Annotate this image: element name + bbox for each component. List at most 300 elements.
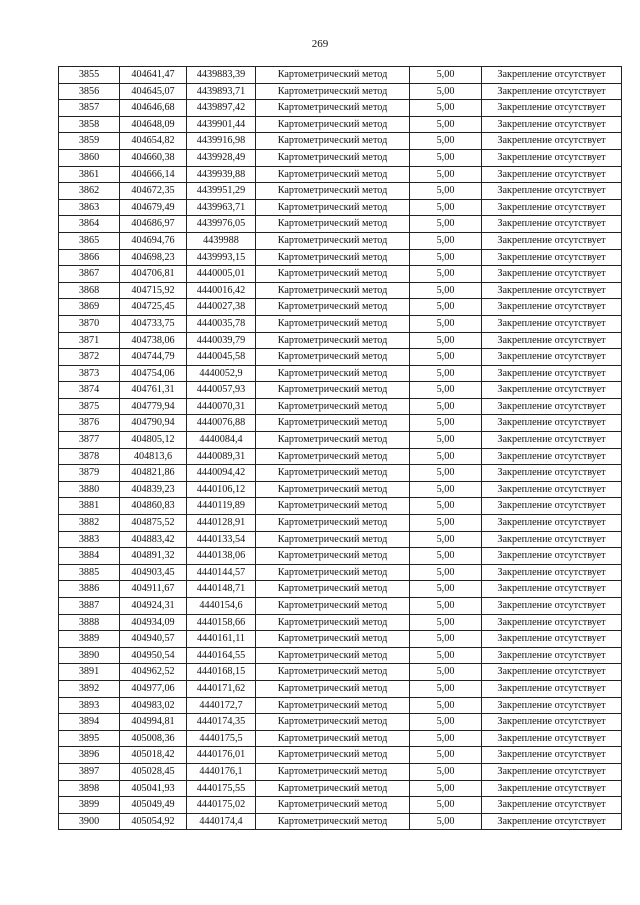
method-cell: Картометрический метод [256,481,410,498]
fixation-cell: Закрепление отсутствует [482,349,622,366]
method-cell: Картометрический метод [256,780,410,797]
table-row [59,631,622,648]
point-number-cell: 3881 [59,498,120,515]
method-cell: Картометрический метод [256,332,410,349]
x-coordinate-cell: 404924,31 [120,598,187,615]
method-cell: Картометрический метод [256,432,410,449]
fixation-cell: Закрепление отсутствует [482,598,622,615]
point-number-cell: 3864 [59,216,120,233]
x-coordinate-cell: 405018,42 [120,747,187,764]
error-cell: 5,00 [410,398,482,415]
table-row [59,432,622,449]
table-row [59,166,622,183]
method-cell: Картометрический метод [256,83,410,100]
fixation-cell: Закрепление отсутствует [482,382,622,399]
point-number-cell: 3876 [59,415,120,432]
point-number-cell: 3860 [59,149,120,166]
x-coordinate-cell: 405008,36 [120,730,187,747]
fixation-cell: Закрепление отсутствует [482,763,622,780]
error-cell: 5,00 [410,133,482,150]
error-cell: 5,00 [410,763,482,780]
fixation-cell: Закрепление отсутствует [482,100,622,117]
x-coordinate-cell: 404977,06 [120,680,187,697]
y-coordinate-cell: 4440052,9 [187,365,256,382]
error-cell: 5,00 [410,299,482,316]
point-number-cell: 3870 [59,315,120,332]
x-coordinate-cell: 404950,54 [120,647,187,664]
method-cell: Картометрический метод [256,564,410,581]
error-cell: 5,00 [410,548,482,565]
y-coordinate-cell: 4440148,71 [187,581,256,598]
method-cell: Картометрический метод [256,67,410,84]
y-coordinate-cell: 4440164,55 [187,647,256,664]
x-coordinate-cell: 404715,92 [120,282,187,299]
y-coordinate-cell: 4440174,4 [187,813,256,830]
error-cell: 5,00 [410,382,482,399]
table-row [59,515,622,532]
y-coordinate-cell: 4439951,29 [187,183,256,200]
x-coordinate-cell: 404805,12 [120,432,187,449]
error-cell: 5,00 [410,465,482,482]
point-number-cell: 3862 [59,183,120,200]
x-coordinate-cell: 404744,79 [120,349,187,366]
x-coordinate-cell: 404641,47 [120,67,187,84]
point-number-cell: 3859 [59,133,120,150]
point-number-cell: 3872 [59,349,120,366]
y-coordinate-cell: 4439976,05 [187,216,256,233]
x-coordinate-cell: 404994,81 [120,714,187,731]
table-row [59,614,622,631]
error-cell: 5,00 [410,448,482,465]
error-cell: 5,00 [410,531,482,548]
point-number-cell: 3895 [59,730,120,747]
point-number-cell: 3869 [59,299,120,316]
error-cell: 5,00 [410,598,482,615]
point-number-cell: 3889 [59,631,120,648]
table-row [59,266,622,283]
point-number-cell: 3875 [59,398,120,415]
y-coordinate-cell: 4440175,5 [187,730,256,747]
error-cell: 5,00 [410,498,482,515]
error-cell: 5,00 [410,216,482,233]
table-row [59,100,622,117]
method-cell: Картометрический метод [256,714,410,731]
table-row [59,299,622,316]
error-cell: 5,00 [410,232,482,249]
point-number-cell: 3877 [59,432,120,449]
method-cell: Картометрический метод [256,614,410,631]
y-coordinate-cell: 4440045,58 [187,349,256,366]
point-number-cell: 3855 [59,67,120,84]
point-number-cell: 3890 [59,647,120,664]
y-coordinate-cell: 4439897,42 [187,100,256,117]
fixation-cell: Закрепление отсутствует [482,332,622,349]
fixation-cell: Закрепление отсутствует [482,299,622,316]
error-cell: 5,00 [410,780,482,797]
point-number-cell: 3884 [59,548,120,565]
error-cell: 5,00 [410,183,482,200]
method-cell: Картометрический метод [256,382,410,399]
fixation-cell: Закрепление отсутствует [482,266,622,283]
x-coordinate-cell: 404672,35 [120,183,187,200]
method-cell: Картометрический метод [256,697,410,714]
method-cell: Картометрический метод [256,216,410,233]
table-row [59,797,622,814]
fixation-cell: Закрепление отсутствует [482,432,622,449]
point-number-cell: 3861 [59,166,120,183]
method-cell: Картометрический метод [256,548,410,565]
x-coordinate-cell: 404698,23 [120,249,187,266]
point-number-cell: 3858 [59,116,120,133]
fixation-cell: Закрепление отсутствует [482,664,622,681]
fixation-cell: Закрепление отсутствует [482,531,622,548]
table-row [59,531,622,548]
method-cell: Картометрический метод [256,249,410,266]
point-number-cell: 3897 [59,763,120,780]
error-cell: 5,00 [410,432,482,449]
table-row [59,780,622,797]
y-coordinate-cell: 4440035,78 [187,315,256,332]
method-cell: Картометрический метод [256,266,410,283]
fixation-cell: Закрепление отсутствует [482,183,622,200]
error-cell: 5,00 [410,67,482,84]
fixation-cell: Закрепление отсутствует [482,481,622,498]
x-coordinate-cell: 404646,68 [120,100,187,117]
y-coordinate-cell: 4440168,15 [187,664,256,681]
point-number-cell: 3867 [59,266,120,283]
table-row [59,564,622,581]
x-coordinate-cell: 404733,75 [120,315,187,332]
fixation-cell: Закрепление отсутствует [482,116,622,133]
x-coordinate-cell: 404779,94 [120,398,187,415]
table-row [59,216,622,233]
error-cell: 5,00 [410,166,482,183]
x-coordinate-cell: 404903,45 [120,564,187,581]
table-row [59,199,622,216]
y-coordinate-cell: 4440119,89 [187,498,256,515]
y-coordinate-cell: 4439901,44 [187,116,256,133]
table-row [59,581,622,598]
x-coordinate-cell: 404983,02 [120,697,187,714]
coordinates-table [58,66,622,830]
fixation-cell: Закрепление отсутствует [482,515,622,532]
method-cell: Картометрический метод [256,680,410,697]
method-cell: Картометрический метод [256,763,410,780]
table-row [59,133,622,150]
y-coordinate-cell: 4440094,42 [187,465,256,482]
error-cell: 5,00 [410,266,482,283]
method-cell: Картометрический метод [256,747,410,764]
x-coordinate-cell: 404821,86 [120,465,187,482]
point-number-cell: 3866 [59,249,120,266]
error-cell: 5,00 [410,83,482,100]
x-coordinate-cell: 404761,31 [120,382,187,399]
x-coordinate-cell: 404654,82 [120,133,187,150]
method-cell: Картометрический метод [256,813,410,830]
method-cell: Картометрический метод [256,498,410,515]
method-cell: Картометрический метод [256,133,410,150]
x-coordinate-cell: 404706,81 [120,266,187,283]
table-row [59,714,622,731]
error-cell: 5,00 [410,714,482,731]
table-row [59,365,622,382]
y-coordinate-cell: 4440161,11 [187,631,256,648]
table-row [59,116,622,133]
x-coordinate-cell: 404883,42 [120,531,187,548]
table-row [59,664,622,681]
fixation-cell: Закрепление отсутствует [482,747,622,764]
fixation-cell: Закрепление отсутствует [482,647,622,664]
x-coordinate-cell: 404875,52 [120,515,187,532]
error-cell: 5,00 [410,664,482,681]
y-coordinate-cell: 4440133,54 [187,531,256,548]
x-coordinate-cell: 404679,49 [120,199,187,216]
point-number-cell: 3896 [59,747,120,764]
fixation-cell: Закрепление отсутствует [482,697,622,714]
fixation-cell: Закрепление отсутствует [482,249,622,266]
point-number-cell: 3873 [59,365,120,382]
x-coordinate-cell: 404645,07 [120,83,187,100]
method-cell: Картометрический метод [256,415,410,432]
point-number-cell: 3857 [59,100,120,117]
error-cell: 5,00 [410,349,482,366]
fixation-cell: Закрепление отсутствует [482,548,622,565]
point-number-cell: 3887 [59,598,120,615]
x-coordinate-cell: 404839,23 [120,481,187,498]
fixation-cell: Закрепление отсутствует [482,730,622,747]
y-coordinate-cell: 4440171,62 [187,680,256,697]
error-cell: 5,00 [410,647,482,664]
method-cell: Картометрический метод [256,631,410,648]
point-number-cell: 3863 [59,199,120,216]
point-number-cell: 3885 [59,564,120,581]
table-row [59,730,622,747]
table-row [59,680,622,697]
x-coordinate-cell: 404738,06 [120,332,187,349]
x-coordinate-cell: 404666,14 [120,166,187,183]
error-cell: 5,00 [410,315,482,332]
y-coordinate-cell: 4440089,31 [187,448,256,465]
fixation-cell: Закрепление отсутствует [482,398,622,415]
point-number-cell: 3888 [59,614,120,631]
y-coordinate-cell: 4439993,15 [187,249,256,266]
table-row [59,747,622,764]
error-cell: 5,00 [410,282,482,299]
error-cell: 5,00 [410,116,482,133]
x-coordinate-cell: 404660,38 [120,149,187,166]
x-coordinate-cell: 404813,6 [120,448,187,465]
y-coordinate-cell: 4440175,55 [187,780,256,797]
method-cell: Картометрический метод [256,100,410,117]
x-coordinate-cell: 404725,45 [120,299,187,316]
x-coordinate-cell: 404940,57 [120,631,187,648]
fixation-cell: Закрепление отсутствует [482,631,622,648]
y-coordinate-cell: 4440176,01 [187,747,256,764]
y-coordinate-cell: 4439928,49 [187,149,256,166]
table-row [59,232,622,249]
table-row [59,448,622,465]
y-coordinate-cell: 4440176,1 [187,763,256,780]
x-coordinate-cell: 405054,92 [120,813,187,830]
fixation-cell: Закрепление отсутствует [482,83,622,100]
y-coordinate-cell: 4440144,57 [187,564,256,581]
table-row [59,149,622,166]
table-row [59,315,622,332]
y-coordinate-cell: 4439893,71 [187,83,256,100]
error-cell: 5,00 [410,614,482,631]
method-cell: Картометрический метод [256,299,410,316]
fixation-cell: Закрепление отсутствует [482,813,622,830]
method-cell: Картометрический метод [256,199,410,216]
method-cell: Картометрический метод [256,581,410,598]
method-cell: Картометрический метод [256,232,410,249]
point-number-cell: 3880 [59,481,120,498]
method-cell: Картометрический метод [256,730,410,747]
y-coordinate-cell: 4440174,35 [187,714,256,731]
y-coordinate-cell: 4439939,88 [187,166,256,183]
x-coordinate-cell: 404790,94 [120,415,187,432]
y-coordinate-cell: 4440154,6 [187,598,256,615]
fixation-cell: Закрепление отсутствует [482,797,622,814]
point-number-cell: 3879 [59,465,120,482]
fixation-cell: Закрепление отсутствует [482,564,622,581]
point-number-cell: 3899 [59,797,120,814]
fixation-cell: Закрепление отсутствует [482,448,622,465]
fixation-cell: Закрепление отсутствует [482,680,622,697]
method-cell: Картометрический метод [256,531,410,548]
fixation-cell: Закрепление отсутствует [482,166,622,183]
fixation-cell: Закрепление отсутствует [482,282,622,299]
table-row [59,183,622,200]
method-cell: Картометрический метод [256,515,410,532]
y-coordinate-cell: 4440084,4 [187,432,256,449]
table-row [59,813,622,830]
y-coordinate-cell: 4440138,06 [187,548,256,565]
y-coordinate-cell: 4440070,31 [187,398,256,415]
error-cell: 5,00 [410,813,482,830]
point-number-cell: 3898 [59,780,120,797]
x-coordinate-cell: 404891,32 [120,548,187,565]
error-cell: 5,00 [410,697,482,714]
point-number-cell: 3883 [59,531,120,548]
method-cell: Картометрический метод [256,166,410,183]
fixation-cell: Закрепление отсутствует [482,415,622,432]
x-coordinate-cell: 404694,76 [120,232,187,249]
point-number-cell: 3871 [59,332,120,349]
error-cell: 5,00 [410,365,482,382]
fixation-cell: Закрепление отсутствует [482,498,622,515]
table-row [59,548,622,565]
fixation-cell: Закрепление отсутствует [482,614,622,631]
fixation-cell: Закрепление отсутствует [482,67,622,84]
point-number-cell: 3878 [59,448,120,465]
x-coordinate-cell: 404934,09 [120,614,187,631]
y-coordinate-cell: 4440027,38 [187,299,256,316]
y-coordinate-cell: 4440076,88 [187,415,256,432]
method-cell: Картометрический метод [256,448,410,465]
point-number-cell: 3868 [59,282,120,299]
y-coordinate-cell: 4440039,79 [187,332,256,349]
method-cell: Картометрический метод [256,598,410,615]
error-cell: 5,00 [410,747,482,764]
x-coordinate-cell: 405041,93 [120,780,187,797]
table-row [59,415,622,432]
page-number: 269 [311,38,329,50]
x-coordinate-cell: 404962,52 [120,664,187,681]
fixation-cell: Закрепление отсутствует [482,581,622,598]
error-cell: 5,00 [410,332,482,349]
method-cell: Картометрический метод [256,149,410,166]
table-row [59,481,622,498]
fixation-cell: Закрепление отсутствует [482,232,622,249]
y-coordinate-cell: 4439988 [187,232,256,249]
table-row [59,332,622,349]
error-cell: 5,00 [410,100,482,117]
table-row [59,763,622,780]
point-number-cell: 3900 [59,813,120,830]
method-cell: Картометрический метод [256,116,410,133]
point-number-cell: 3891 [59,664,120,681]
y-coordinate-cell: 4440172,7 [187,697,256,714]
error-cell: 5,00 [410,249,482,266]
fixation-cell: Закрепление отсутствует [482,780,622,797]
method-cell: Картометрический метод [256,349,410,366]
table-row [59,249,622,266]
y-coordinate-cell: 4440158,66 [187,614,256,631]
error-cell: 5,00 [410,581,482,598]
point-number-cell: 3894 [59,714,120,731]
y-coordinate-cell: 4440057,93 [187,382,256,399]
y-coordinate-cell: 4439883,39 [187,67,256,84]
table-row [59,83,622,100]
point-number-cell: 3856 [59,83,120,100]
table-row [59,697,622,714]
table-row [59,382,622,399]
table-row [59,349,622,366]
fixation-cell: Закрепление отсутствует [482,133,622,150]
table-row [59,398,622,415]
fixation-cell: Закрепление отсутствует [482,199,622,216]
method-cell: Картометрический метод [256,797,410,814]
method-cell: Картометрический метод [256,183,410,200]
method-cell: Картометрический метод [256,664,410,681]
error-cell: 5,00 [410,149,482,166]
fixation-cell: Закрепление отсутствует [482,714,622,731]
method-cell: Картометрический метод [256,282,410,299]
fixation-cell: Закрепление отсутствует [482,365,622,382]
x-coordinate-cell: 405028,45 [120,763,187,780]
error-cell: 5,00 [410,564,482,581]
table-row [59,465,622,482]
point-number-cell: 3865 [59,232,120,249]
point-number-cell: 3874 [59,382,120,399]
table-row [59,498,622,515]
method-cell: Картометрический метод [256,315,410,332]
method-cell: Картометрический метод [256,647,410,664]
x-coordinate-cell: 404686,97 [120,216,187,233]
y-coordinate-cell: 4439963,71 [187,199,256,216]
error-cell: 5,00 [410,797,482,814]
error-cell: 5,00 [410,631,482,648]
table-row [59,67,622,84]
y-coordinate-cell: 4440016,42 [187,282,256,299]
x-coordinate-cell: 405049,49 [120,797,187,814]
error-cell: 5,00 [410,730,482,747]
error-cell: 5,00 [410,515,482,532]
method-cell: Картометрический метод [256,465,410,482]
table-row [59,647,622,664]
method-cell: Картометрический метод [256,365,410,382]
